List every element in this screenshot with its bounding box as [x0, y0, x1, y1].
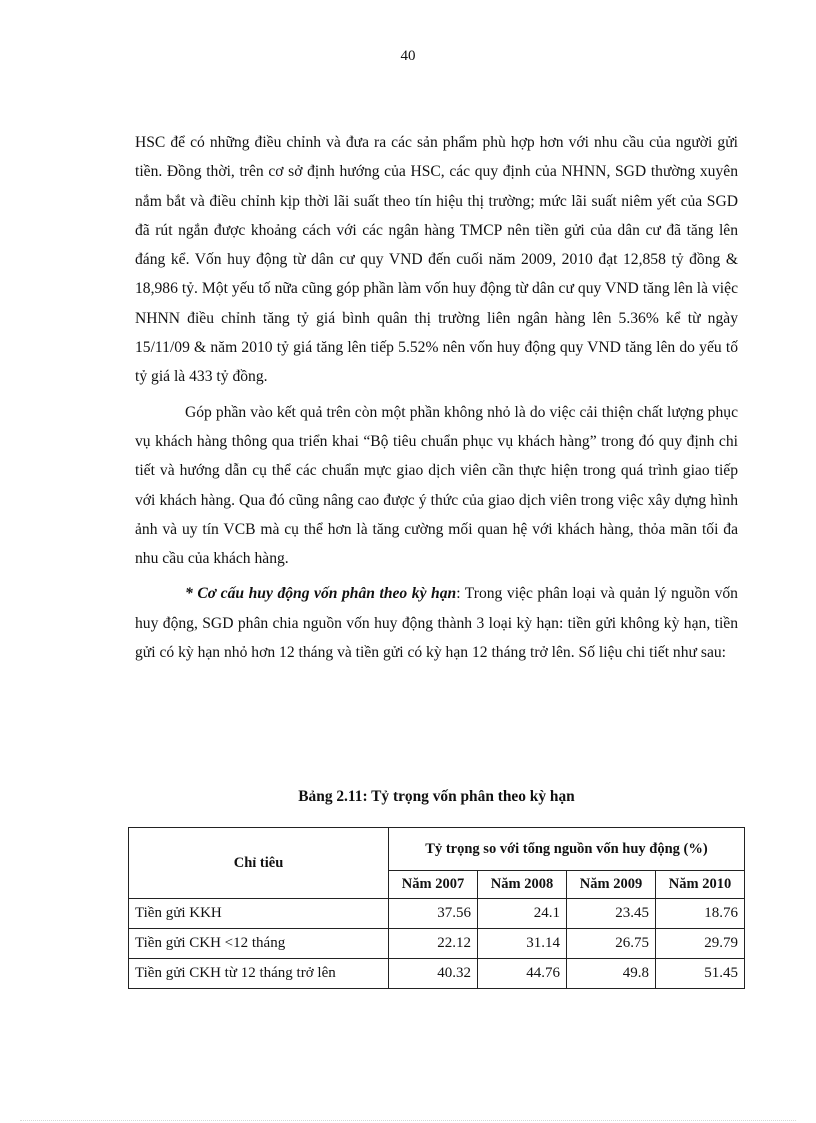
cell-value: 29.79: [656, 929, 745, 959]
row-label: Tiền gửi CKH từ 12 tháng trở lên: [129, 959, 389, 989]
cell-value: 51.45: [656, 959, 745, 989]
cell-value: 23.45: [567, 899, 656, 929]
section-text: : Trong việc phân loại và quản lý nguồn vốn huy động, SGD phân chia nguồn vốn huy động thành 3 loại kỳ hạn: tiền gửi không kỳ hạn, tiền gửi có kỳ hạn nhỏ hơn 12 tháng và tiền gửi có kỳ hạn 12 tháng trở lên. Số liệu chi tiết như sau:: [135, 585, 738, 662]
row-label: Tiền gửi CKH <12 tháng: [129, 929, 389, 959]
cell-value: 24.1: [478, 899, 567, 929]
page-number: 40: [400, 48, 416, 64]
cell-value: 37.56: [389, 899, 478, 929]
section-heading: * Cơ cấu huy động vốn phân theo kỳ hạn: [185, 585, 457, 603]
body-text: [135, 128, 738, 667]
col-label-header: Chỉ tiêu: [129, 828, 389, 899]
table-row: [129, 899, 745, 929]
term-share-table: [128, 827, 745, 989]
cell-value: 44.76: [478, 959, 567, 989]
table-caption: Bảng 2.11: Tỷ trọng vốn phân theo kỳ hạn: [298, 788, 575, 805]
table-header-row: [129, 828, 745, 871]
table-row: [129, 959, 745, 989]
cell-value: 26.75: [567, 929, 656, 959]
table-row: [129, 929, 745, 959]
cell-value: 18.76: [656, 899, 745, 929]
cell-value: 31.14: [478, 929, 567, 959]
cell-value: 22.12: [389, 929, 478, 959]
year-header: Năm 2010: [656, 871, 745, 899]
year-header: Năm 2007: [389, 871, 478, 899]
cell-value: 49.8: [567, 959, 656, 989]
paragraph-service-quality: Góp phần vào kết quả trên còn một phần không nhỏ là do việc cải thiện chất lượng phục vụ khách hàng thông qua triển khai “Bộ tiêu chuẩn phục vụ khách hàng” trong đó quy định chi tiết và hướng dẫn cụ thể các chuẩn mực giao dịch viên cần thực hiện trong quá trình giao tiếp với khách hàng. Qua đó cũng nâng cao được ý thức của giao dịch viên trong việc xây dựng hình ảnh và uy tín VCB mà cụ thể hơn là tăng cường mối quan hệ với khách hàng, thỏa mãn tối đa nhu cầu của khách hàng.: [135, 403, 738, 568]
year-header: Năm 2008: [478, 871, 567, 899]
cell-value: 40.32: [389, 959, 478, 989]
paragraph-deposit-rates: HSC để có những điều chỉnh và đưa ra các sản phẩm phù hợp hơn với nhu cầu của người gửi tiền. Đồng thời, trên cơ sở định hướng của HSC, các quy định của NHNN, SGD thường xuyên nắm bắt và điều chỉnh kịp thời lãi suất theo tín hiệu thị trường; mức lãi suất niêm yết của SGD đã rút ngắn được khoảng cách với các ngân hàng TMCP nên tiền gửi của dân cư đã tăng lên đáng kể. Vốn huy động từ dân cư quy VND đến cuối năm 2009, 2010 đạt 12,858 tỷ đồng & 18,986 tỷ. Một yếu tố nữa cũng góp phần làm vốn huy động từ dân cư quy VND tăng lên là việc NHNN điều chỉnh tăng tỷ giá bình quân thị trường liên ngân hàng lên 5.36% kể từ ngày 15/11/09 & năm 2010 tỷ giá tăng lên tiếp 5.52% nên vốn huy động quy VND tăng lên do yếu tố tỷ giá là 433 tỷ đồng.: [135, 134, 738, 386]
group-header: Tỷ trọng so với tổng nguồn vốn huy động (%): [389, 828, 745, 871]
year-header: Năm 2009: [567, 871, 656, 899]
row-label: Tiền gửi KKH: [129, 899, 389, 929]
paragraph-term-structure: [135, 579, 738, 667]
page-edge-divider: [20, 1120, 796, 1121]
